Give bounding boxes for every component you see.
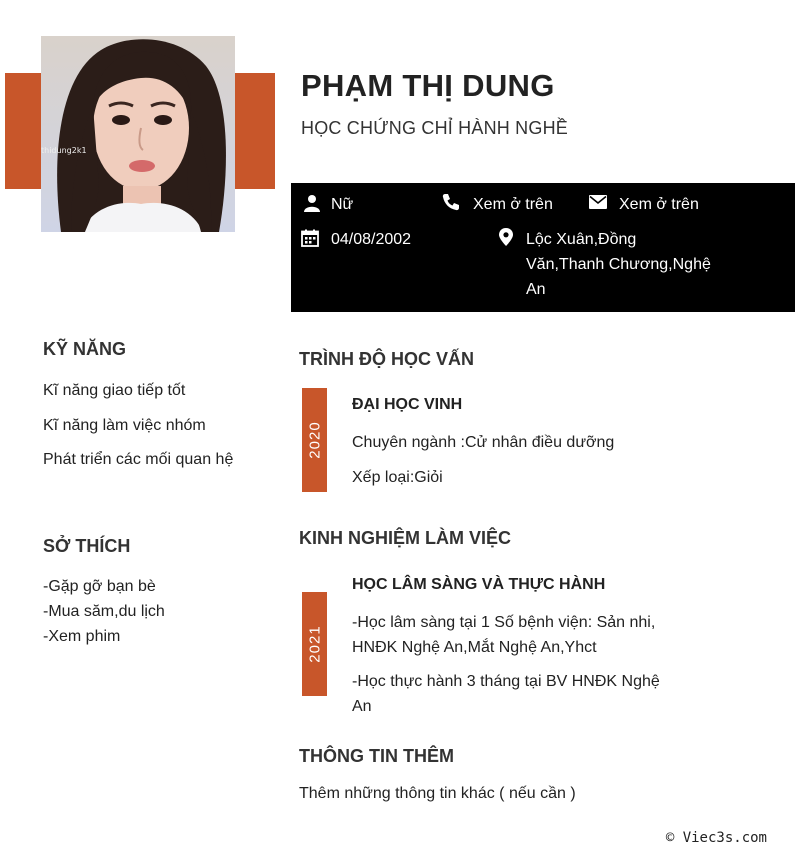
phone-value[interactable]: Xem ở trên bbox=[473, 196, 553, 213]
job-title: HỌC CHỨNG CHỈ HÀNH NGHỀ bbox=[301, 118, 568, 138]
address-line-2: Văn,Thanh Chương,Nghệ bbox=[526, 256, 711, 273]
experience-detail-1-line-1: -Học lâm sàng tại 1 Số bệnh viện: Sản nhi, bbox=[352, 614, 656, 631]
photo-accent-left bbox=[5, 73, 41, 189]
education-major: Chuyên ngành :Cử nhân điều dưỡng bbox=[352, 434, 615, 451]
education-year: 2020 bbox=[306, 421, 323, 459]
extra-text: Thêm những thông tin khác ( nếu cần ) bbox=[299, 785, 576, 802]
skills-title: KỸ NĂNG bbox=[43, 339, 127, 359]
phone-icon bbox=[442, 193, 460, 211]
education-year-bar bbox=[302, 388, 327, 492]
education-grade: Xếp loại:Giỏi bbox=[352, 469, 443, 486]
experience-detail-2 bbox=[352, 669, 702, 719]
gender-value: Nữ bbox=[331, 196, 354, 213]
email-value[interactable]: Xem ở trên bbox=[619, 196, 699, 213]
location-pin-icon bbox=[497, 228, 515, 246]
hobby-item: -Xem phim bbox=[43, 628, 121, 645]
photo-accent-right bbox=[235, 73, 275, 189]
education-school: ĐẠI HỌC VINH bbox=[352, 396, 463, 413]
person-icon bbox=[303, 194, 321, 212]
experience-role: HỌC LÂM SÀNG VÀ THỰC HÀNH bbox=[352, 576, 606, 593]
experience-year-bar bbox=[302, 592, 327, 696]
hobbies-title: SỞ THÍCH bbox=[43, 536, 131, 556]
hobby-item: -Gặp gỡ bạn bè bbox=[43, 578, 156, 595]
skill-item: Kĩ năng giao tiếp tốt bbox=[43, 382, 186, 399]
calendar-icon bbox=[301, 229, 319, 247]
experience-detail-2-line-2: An bbox=[352, 698, 372, 715]
experience-year: 2021 bbox=[306, 625, 323, 663]
birthday-value: 04/08/2002 bbox=[331, 231, 412, 248]
skill-item: Phát triển các mối quan hệ bbox=[43, 451, 234, 468]
candidate-name: PHẠM THỊ DUNG bbox=[301, 68, 555, 103]
address-line-3: An bbox=[526, 281, 546, 298]
experience-detail-1-line-2: HNĐK Nghệ An,Mắt Nghệ An,Yhct bbox=[352, 639, 597, 656]
address-line-1: Lộc Xuân,Đồng bbox=[526, 231, 637, 248]
photo-caption: thidung2k1 bbox=[41, 146, 87, 155]
extra-title: THÔNG TIN THÊM bbox=[299, 746, 454, 766]
copyright-text: © Viec3s.com bbox=[665, 830, 767, 846]
education-title: TRÌNH ĐỘ HỌC VẤN bbox=[299, 349, 474, 369]
skill-item: Kĩ năng làm việc nhóm bbox=[43, 417, 206, 434]
profile-photo bbox=[41, 36, 235, 232]
experience-title: KINH NGHIỆM LÀM VIỆC bbox=[299, 528, 512, 548]
contact-bar bbox=[291, 183, 795, 312]
mail-icon bbox=[589, 193, 607, 211]
experience-detail-2-line-1: -Học thực hành 3 tháng tại BV HNĐK Nghệ bbox=[352, 673, 660, 690]
address-value bbox=[526, 227, 726, 302]
experience-detail-1 bbox=[352, 610, 702, 660]
hobby-item: -Mua săm,du lịch bbox=[43, 603, 165, 620]
